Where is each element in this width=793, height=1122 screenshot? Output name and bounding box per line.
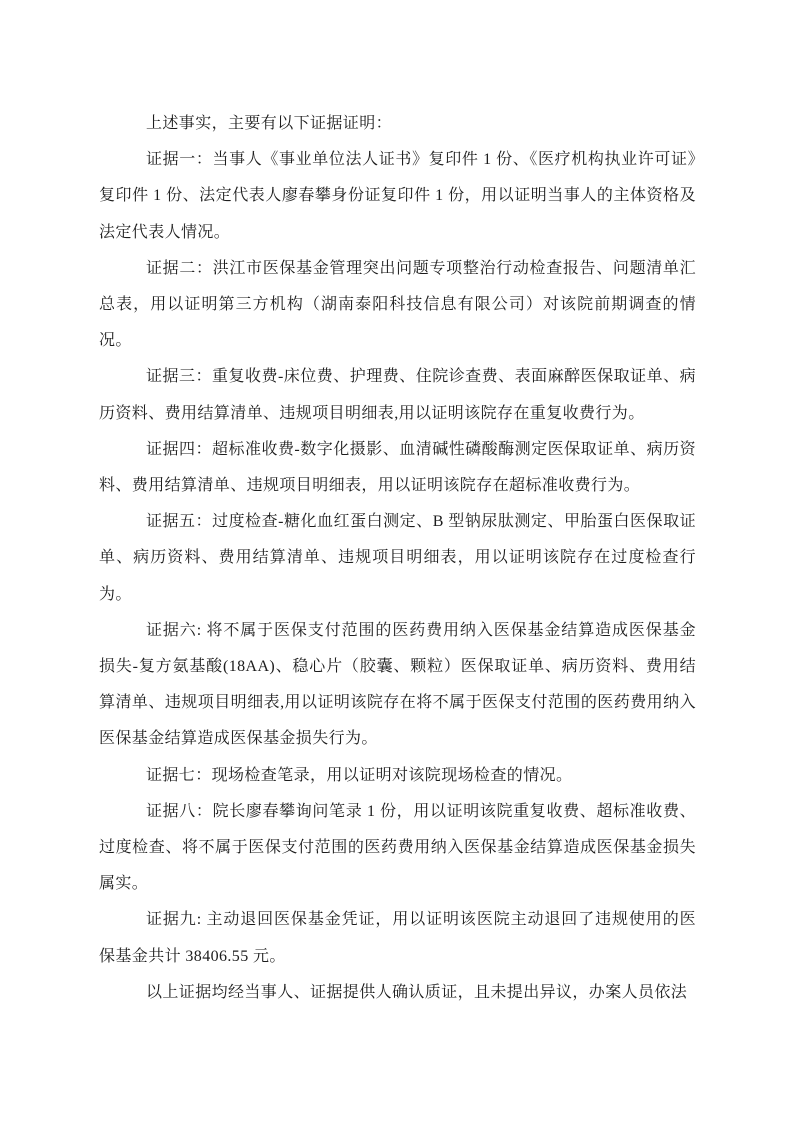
paragraph-evidence-1: 证据一：当事人《事业单位法人证书》复印件 1 份、《医疗机构执业许可证》复印件 1 份、法定代表人廖春攀身份证复印件 1 份，用以证明当事人的主体资格及法定代表人情况。 — [99, 151, 696, 241]
paragraph-evidence-9: 证据九: 主动退回医保基金凭证，用以证明该医院主动退回了违规使用的医保基金共计 38406.55 元。 — [99, 911, 696, 965]
paragraph-evidence-8: 证据八：院长廖春攀询问笔录 1 份，用以证明该院重复收费、超标准收费、过度检查、将不属于医保支付范围的医药费用纳入医保基金结算造成医保基金损失属实。 — [99, 802, 696, 893]
paragraph-evidence-4: 证据四：超标准收费-数字化摄影、血清碱性磷酸酶测定医保取证单、病历资料、费用结算清单、违规项目明细表，用以证明该院存在超标准收费行为。 — [99, 440, 696, 495]
paragraph-evidence-2: 证据二：洪江市医保基金管理突出问题专项整治行动检查报告、问题清单汇总表，用以证明第三方机构（湖南泰阳科技信息有限公司）对该院前期调查的情况。 — [99, 259, 696, 350]
paragraph-evidence-6: 证据六: 将不属于医保支付范围的医药费用纳入医保基金结算造成医保基金损失-复方氨基酸(18AA)、稳心片（胶囊、颗粒）医保取证单、病历资料、费用结算清单、违规项目明细表,用以证明该院存在将不属于医保支付范围的医药费用纳入医保基金结算造成医保基金损失行为。 — [99, 621, 696, 748]
paragraph-intro: 上述事实，主要有以下证据证明： — [146, 115, 393, 132]
evidence-section — [99, 106, 696, 1011]
paragraph-evidence-5: 证据五：过度检查-糖化血红蛋白测定、B 型钠尿肽测定、甲胎蛋白医保取证单、病历资料、费用结算清单、违规项目明细表，用以证明该院存在过度检查行为。 — [99, 513, 696, 603]
paragraph-evidence-3: 证据三：重复收费-床位费、护理费、住院诊查费、表面麻醉医保取证单、病历资料、费用结算清单、违规项目明细表,用以证明该院存在重复收费行为。 — [99, 368, 696, 422]
paragraph-closing: 以上证据均经当事人、证据提供人确认质证，且未提出异议，办案人员依法 — [146, 983, 688, 1001]
paragraph-evidence-7: 证据七：现场检查笔录，用以证明对该院现场检查的情况。 — [146, 766, 573, 784]
